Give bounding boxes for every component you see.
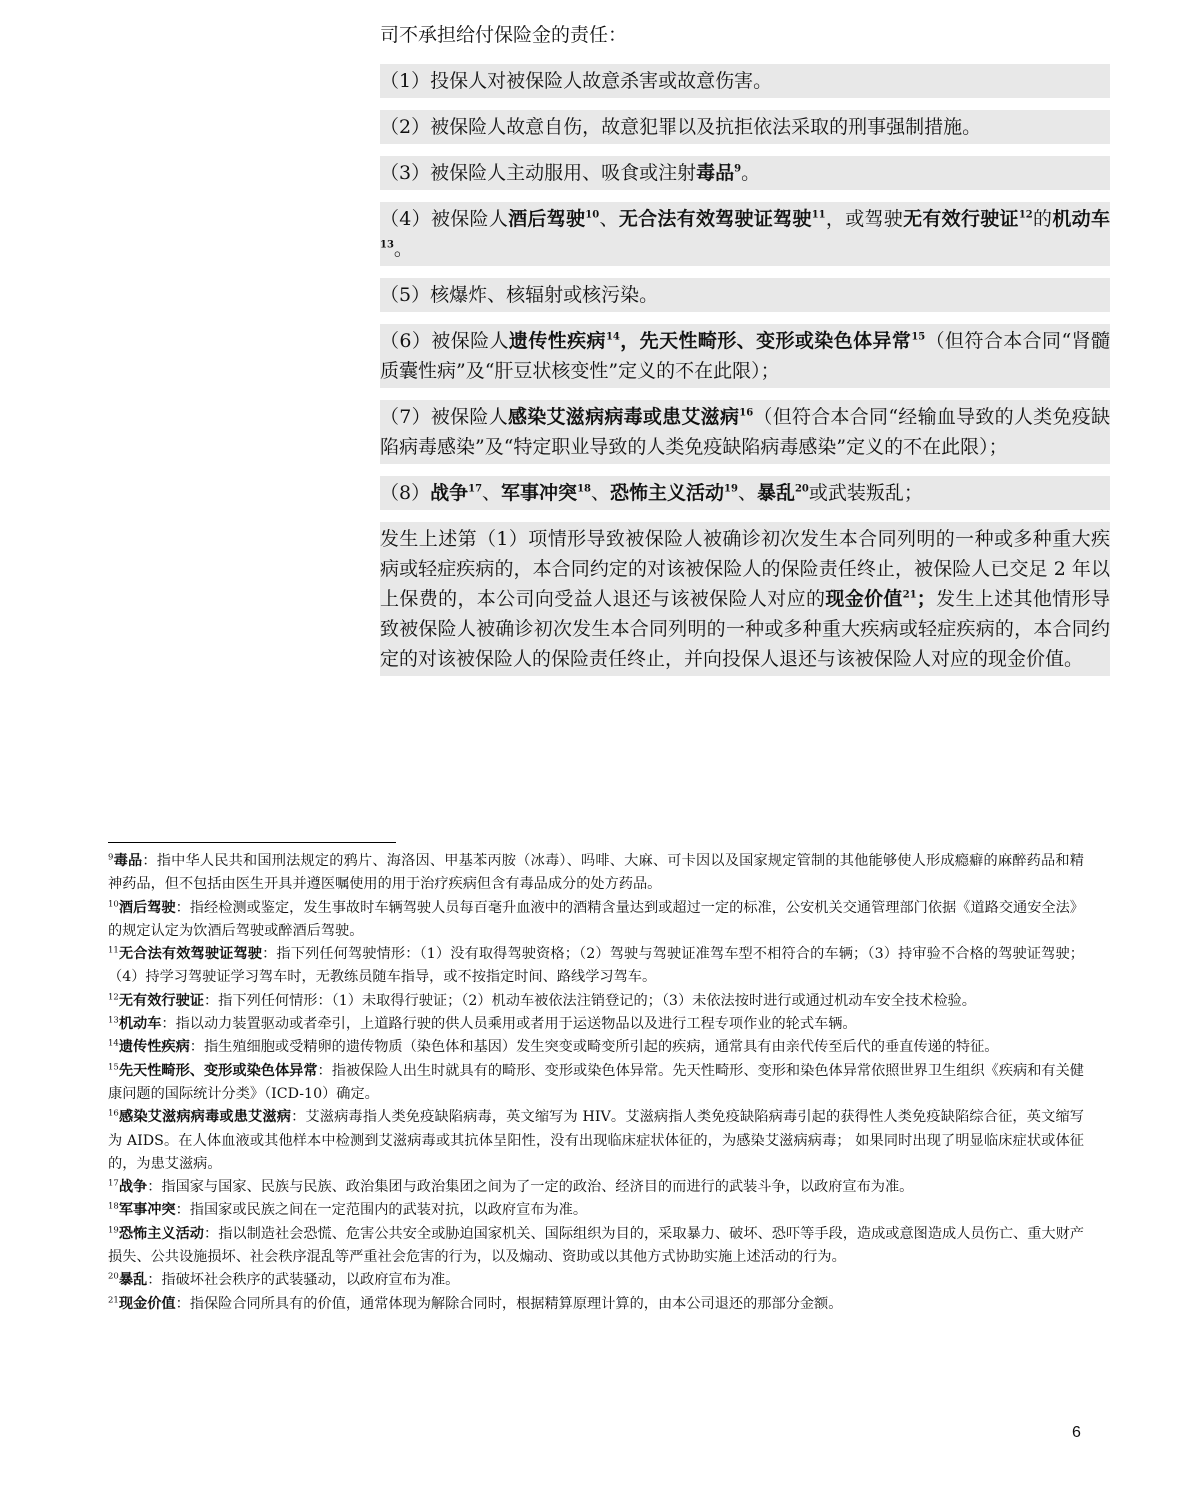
defined-term: 恐怖主义活动: [610, 482, 725, 504]
closing-paragraph: [380, 522, 1110, 676]
defined-term: 现金价值: [825, 588, 903, 610]
footnote-ref[interactable]: 16: [739, 407, 754, 419]
item-text: 、: [737, 482, 757, 504]
footnote-number: 14: [108, 1038, 119, 1049]
footnote-text: ：指生殖细胞或受精卵的遗传物质（染色体和基因）发生突变或畸变所引起的疾病，通常具有由亲代传至后代的垂直传递的特征。: [189, 1039, 999, 1056]
footnote-separator: [108, 842, 396, 843]
item-text: 、: [599, 208, 619, 230]
defined-term: 先天性畸形、变形或染色体异常: [639, 330, 912, 352]
item-text: （但符合本合同“经输血导致的人类免疫缺陷病毒感染”及“特定职业导致的人类免疫缺陷病毒感染”定义的不在此限）；: [380, 406, 1110, 458]
footnote-9: [108, 850, 1084, 897]
footnote-term: 酒后驾驶: [118, 899, 176, 916]
footnote-ref[interactable]: 14: [605, 331, 620, 343]
defined-term: 无合法有效驾驶证驾驶: [618, 208, 812, 230]
footnote-term: 感染艾滋病病毒或患艾滋病: [118, 1109, 292, 1126]
exclusion-item-7: [380, 400, 1110, 464]
exclusion-item-5: （5）核爆炸、核辐射或核污染。: [380, 278, 1110, 312]
footnote-number: 20: [108, 1271, 119, 1282]
footnote-ref[interactable]: 18: [577, 483, 591, 495]
footnote-number: 19: [108, 1225, 119, 1236]
footnote-term: 恐怖主义活动: [118, 1225, 204, 1242]
item-text: （3）被保险人主动服用、吸食或注射: [380, 162, 697, 184]
footnote-21: [108, 1293, 1084, 1316]
footnote-number: 16: [108, 1108, 119, 1119]
footnote-ref[interactable]: 13: [380, 239, 394, 251]
item-text: 。: [741, 162, 761, 184]
item-text: 、: [482, 482, 502, 504]
footnote-13: [108, 1013, 1084, 1036]
footnote-12: [108, 990, 1084, 1013]
footnote-ref[interactable]: 11: [811, 209, 826, 221]
footnote-11: [108, 943, 1084, 990]
footnote-ref[interactable]: 17: [468, 483, 483, 495]
exclusions-body: [380, 18, 1110, 688]
footnote-ref[interactable]: 19: [724, 483, 738, 495]
footnote-term: 先天性畸形、变形或染色体异常: [118, 1062, 318, 1079]
defined-term: 暴乱: [756, 482, 795, 504]
footnote-17: [108, 1176, 1084, 1199]
defined-term: 感染艾滋病病毒或患艾滋病: [507, 406, 740, 428]
footnote-number: 12: [108, 992, 119, 1003]
item-text: （7）被保险人: [380, 406, 508, 428]
footnote-term: 遗传性疾病: [118, 1039, 190, 1056]
footnote-text: ：指中华人民共和国刑法规定的鸦片、海洛因、甲基苯丙胺（冰毒）、吗啡、大麻、可卡因以及国家规定管制的其他能够使人形成瘾癖的麻醉药品和精神药品，但不包括由医生开具并遵医嘱使用的用于治疗疾病但含有毒品成分的处方药品。: [108, 853, 1084, 893]
exclusion-item-2: （2）被保险人故意自伤，故意犯罪以及抗拒依法采取的刑事强制措施。: [380, 110, 1110, 144]
footnote-text: ：艾滋病毒指人类免疫缺陷病毒，英文缩写为 HIV。艾滋病指人类免疫缺陷病毒引起的获得性人类免疫缺陷综合征，英文缩写为 AIDS。在人体血液或其他样本中检测到艾滋病毒或其抗体呈阳性，没有出现临床症状体征的，为感染艾滋病病毒； 如果同时出现了明显临床症状或体征的，为患艾滋病。: [108, 1109, 1084, 1172]
footnote-text: ：指保险合同所具有的价值，通常体现为解除合同时，根据精算原理计算的，由本公司退还的那部分金额。: [175, 1295, 843, 1312]
item-text: （4）被保险人: [380, 208, 509, 230]
defined-term: 酒后驾驶: [508, 208, 586, 230]
item-text: 发生上述其他情形导致被保险人被确诊初次发生本合同列明的一种或多种重大疾病或轻症疾病的，本合同约定的对该被保险人的保险责任终止，并向投保人退还与该被保险人对应的现金价值。: [380, 588, 1110, 670]
item-text: 、: [590, 482, 610, 504]
defined-term: 毒品: [696, 162, 735, 184]
exclusion-item-1: （1）投保人对被保险人故意杀害或故意伤害。: [380, 64, 1110, 98]
footnote-term: 战争: [118, 1179, 148, 1196]
footnote-text: ：指经检测或鉴定，发生事故时车辆驾驶人员每百毫升血液中的酒精含量达到或超过一定的标准，公安机关交通管理部门依据《道路交通安全法》的规定认定为饮酒后驾驶或醉酒后驾驶。: [108, 899, 1084, 939]
item-text: （但符合本合同“肾髓质囊性病”及“肝豆状核变性”定义的不在此限）；: [380, 330, 1110, 382]
footnote-number: 10: [108, 898, 119, 909]
defined-term: 军事冲突: [501, 482, 578, 504]
item-text: ，或驾驶: [825, 208, 904, 230]
footnote-term: 机动车: [118, 1016, 162, 1033]
footnote-text: ：指破坏社会秩序的武装骚动，以政府宣布为准。: [147, 1272, 460, 1289]
defined-term: ，: [619, 330, 640, 352]
footnote-10: [108, 897, 1084, 944]
footnote-number: 11: [108, 945, 119, 956]
footnote-ref[interactable]: 21: [902, 589, 917, 601]
footnote-text: ：指以制造社会恐慌、危害公共安全或胁迫国家机关、国际组织为目的，采取暴力、破坏、恐吓等手段，造成或意图造成人员伤亡、重大财产损失、公共设施损坏、社会秩序混乱等严重社会危害的行为，以及煽动、资助或以其他方式协助实施上述活动的行为。: [108, 1225, 1084, 1266]
footnote-text: ：指被保险人出生时就具有的畸形、变形或染色体异常。先天性畸形、变形和染色体异常依照世界卫生组织《疾病和有关健康问题的国际统计分类》（ICD-10）确定。: [108, 1062, 1084, 1102]
footnote-20: [108, 1269, 1084, 1292]
footnote-term: 无合法有效驾驶证驾驶: [118, 946, 263, 963]
defined-term: ；: [916, 588, 936, 610]
footnote-term: 无有效行驶证: [118, 992, 204, 1009]
footnote-ref[interactable]: 12: [1018, 209, 1033, 221]
footnote-term: 现金价值: [118, 1295, 176, 1312]
footnote-19: [108, 1223, 1084, 1270]
item-text: （6）被保险人: [380, 330, 509, 352]
footnote-term: 暴乱: [118, 1272, 148, 1289]
footnote-number: 9: [108, 852, 114, 863]
defined-term: 机动车: [1052, 208, 1110, 230]
footnote-14: [108, 1036, 1084, 1059]
footnote-15: [108, 1060, 1084, 1107]
item-text: 的: [1032, 208, 1053, 230]
footnote-term: 军事冲突: [118, 1202, 176, 1219]
footnote-text: ：指下列任何驾驶情形：（1）没有取得驾驶资格；（2）驾驶与驾驶证准驾车型不相符合的车辆；（3）持审验不合格的驾驶证驾驶；（4）持学习驾驶证学习驾车时，无教练员随车指导，或不按指定时间、路线学习驾车。: [108, 946, 1084, 986]
footnote-ref[interactable]: 9: [734, 163, 742, 175]
footnote-text: ：指国家或民族之间在一定范围内的武装对抗，以政府宣布为准。: [175, 1202, 588, 1219]
defined-term: 无有效行驶证: [903, 208, 1019, 230]
defined-term: 战争: [430, 482, 469, 504]
exclusion-item-3: [380, 156, 1110, 190]
exclusion-item-6: [380, 324, 1110, 388]
defined-term: 遗传性疾病: [508, 330, 606, 352]
footnote-text: ：指下列任何情形：（1）未取得行驶证；（2）机动车被依法注销登记的；（3）未依法按时进行或通过机动车安全技术检验。: [203, 992, 976, 1009]
page-number: 6: [1072, 1424, 1081, 1441]
footnote-16: [108, 1106, 1084, 1176]
item-text: 。: [393, 238, 413, 260]
exclusion-item-8: [380, 476, 1110, 510]
item-text: 或武装叛乱；: [808, 482, 923, 504]
item-text: 发生上述第（1）项情形导致被保险人被确诊初次发生本合同列明的一种或多种重大疾病或轻症疾病的，本合同约定的对该被保险人的保险责任终止，被保险人已交足 2 年以上保费的，本公司向受益人退还与该被保险人对应的: [380, 528, 1110, 610]
footnote-number: 13: [108, 1015, 119, 1026]
footnote-ref[interactable]: 15: [911, 331, 926, 343]
footnote-number: 17: [108, 1178, 119, 1189]
footnote-text: ：指以动力装置驱动或者牵引，上道路行驶的供人员乘用或者用于运送物品以及进行工程专项作业的轮式车辆。: [161, 1016, 857, 1033]
footnote-ref[interactable]: 20: [794, 483, 809, 495]
footnotes: [108, 850, 1084, 1316]
footnote-18: [108, 1199, 1084, 1222]
footnote-number: 21: [108, 1294, 119, 1305]
intro-line: 司不承担给付保险金的责任：: [380, 24, 628, 46]
exclusion-item-4: [380, 202, 1110, 266]
item-text: （8）: [380, 482, 431, 504]
footnote-number: 15: [108, 1061, 119, 1072]
footnote-term: 毒品: [113, 853, 143, 869]
footnote-text: ：指国家与国家、民族与民族、政治集团与政治集团之间为了一定的政治、经济目的而进行的武装斗争，以政府宣布为准。: [147, 1179, 914, 1196]
footnote-ref[interactable]: 10: [585, 209, 600, 221]
footnote-number: 18: [108, 1201, 119, 1212]
